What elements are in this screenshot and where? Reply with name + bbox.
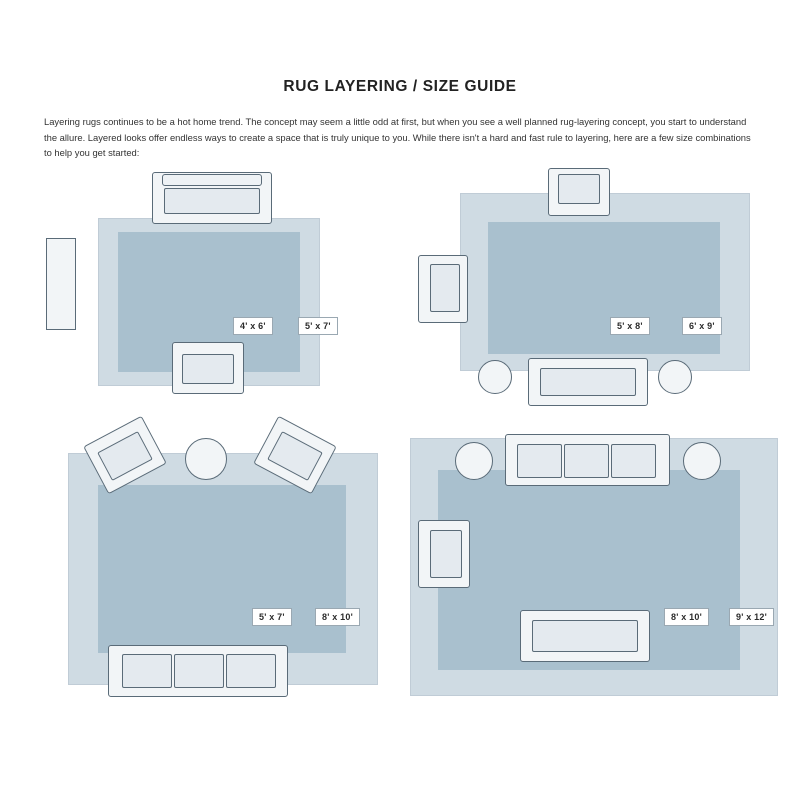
layout-2-side-table-left bbox=[478, 360, 512, 394]
layout-2-large-rug-label: 6' x 9' bbox=[682, 317, 722, 335]
layout-1-armchair-seat bbox=[182, 354, 234, 384]
layout-4-side-table-right bbox=[683, 442, 721, 480]
layout-1-large-rug-label: 5' x 7' bbox=[298, 317, 338, 335]
layout-3-round-table bbox=[185, 438, 227, 480]
layout-2-armchair-top-seat bbox=[558, 174, 600, 204]
layout-4-sofa-top-cushion-1 bbox=[517, 444, 562, 478]
layout-1-diagram bbox=[30, 160, 390, 420]
layout-3-sofa-cushion-3 bbox=[226, 654, 276, 688]
layout-2-side-table-right bbox=[658, 360, 692, 394]
layout-3-large-rug-label: 8' x 10' bbox=[315, 608, 360, 626]
page-title: RUG LAYERING / SIZE GUIDE bbox=[283, 78, 517, 95]
layout-2-armchair-left-seat bbox=[430, 264, 460, 312]
layout-4-small-rug-label: 8' x 10' bbox=[664, 608, 709, 626]
layout-2-small-rug-label: 5' x 8' bbox=[610, 317, 650, 335]
layout-2-sofa-seat bbox=[540, 368, 636, 396]
layout-4-side-table-left bbox=[455, 442, 493, 480]
layout-3-sofa-cushion-1 bbox=[122, 654, 172, 688]
layout-4-diagram bbox=[400, 420, 780, 700]
layout-3-diagram bbox=[30, 420, 390, 700]
layout-3-top-rug bbox=[98, 485, 346, 653]
layout-1-console-table bbox=[46, 238, 76, 330]
layout-3-small-rug-label: 5' x 7' bbox=[252, 608, 292, 626]
layout-2-diagram bbox=[400, 160, 780, 420]
layout-3-sofa-cushion-2 bbox=[174, 654, 224, 688]
layout-4-large-rug-label: 9' x 12' bbox=[729, 608, 774, 626]
layout-1-sofa-back bbox=[162, 174, 262, 186]
intro-paragraph: Layering rugs continues to be a hot home trend. The concept may seem a little odd at first, but when you see a well planned rug-layering concept, you start to understand the allure. Layered looks offer endless ways to create a space that is truly unique to you. While there isn't a hard and fast rule to layering, here are a few size combinations to help you get started: bbox=[44, 116, 751, 158]
layout-4-armchair-seat bbox=[430, 530, 462, 578]
layout-1-small-rug-label: 4' x 6' bbox=[233, 317, 273, 335]
layout-4-sofa-top-cushion-3 bbox=[611, 444, 656, 478]
layout-4-sofa-top-cushion-2 bbox=[564, 444, 609, 478]
layout-4-sofa-bottom-seat bbox=[532, 620, 638, 652]
layout-1-sofa-seat bbox=[164, 188, 260, 214]
